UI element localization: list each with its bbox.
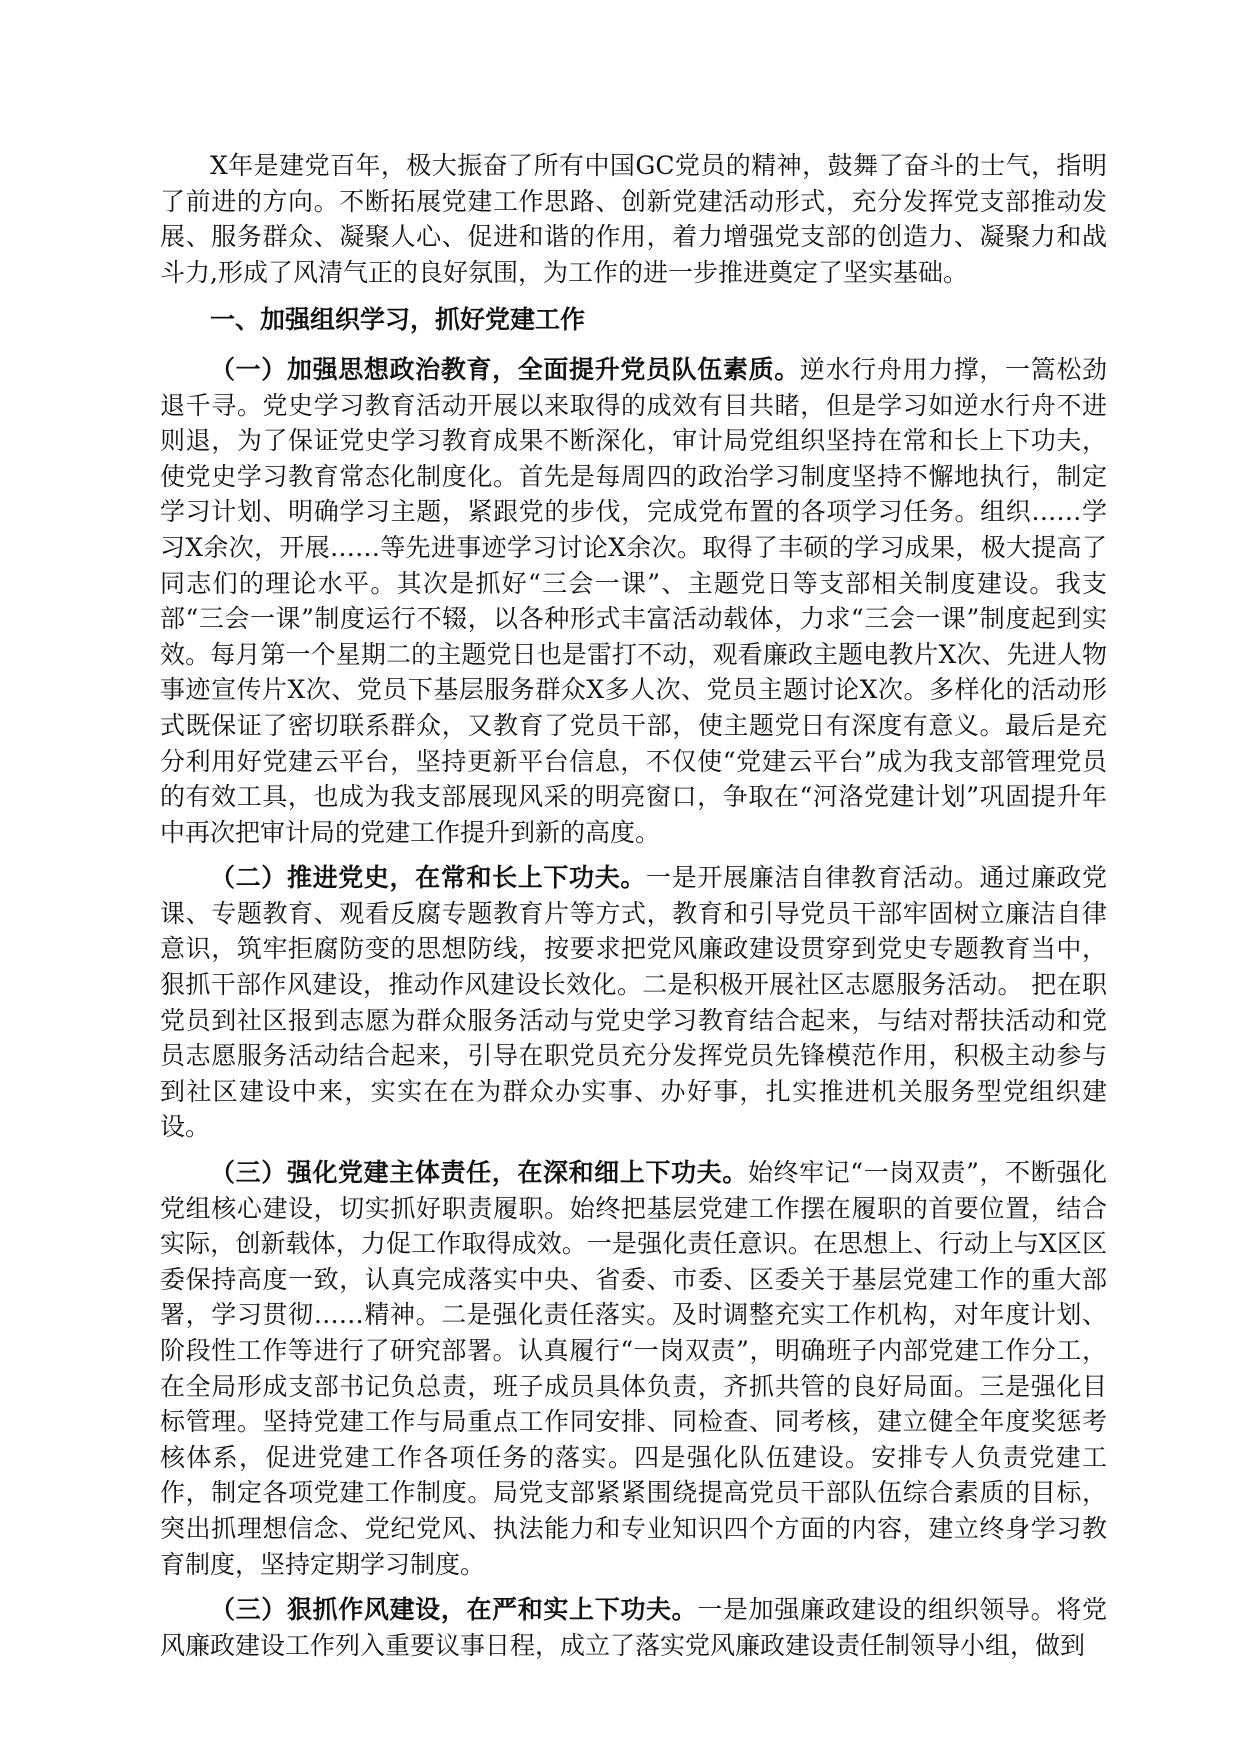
item-lead-3: （三）强化党建主体责任，在深和细上下功夫。 — [210, 1158, 748, 1188]
document-page — [160, 148, 1107, 1673]
item-paragraph-1 — [160, 352, 1107, 850]
item-body-1: 逆水行舟用力撑，一篙松劲退千寻。党史学习教育活动开展以来取得的成效有目共睹，但是学习如逆水行舟不进则退，为了保证党史学习教育成果不断深化，审计局党组织坚持在常和长上下功夫，使党史学习教育常态化制度化。首先是每周四的政治学习制度坚持不懈地执行，制定学习计划、明确学习主题，紧跟党的步伐，完成党布置的各项学习任务。组织……学习X余次，开展……等先进事迹学习讨论X余次。取得了丰硕的学习成果，极大提高了同志们的理论水平。其次是抓好“三会一课”、主题党日等支部相关制度建设。我支部“三会一课”制度运行不辍，以各种形式丰富活动载体，力求“三会一课”制度起到实效。每月第一个星期二的主题党日也是雷打不动，观看廉政主题电教片X次、先进人物事迹宣传片X次、党员下基层服务群众X多人次、党员主题讨论X次。多样化的活动形式既保证了密切联系群众，又教育了党员干部，使主题党日有深度有意义。最后是充分利用好党建云平台，坚持更新平台信息，不仅使“党建云平台”成为我支部管理党员的有效工具，也成为我支部展现风采的明亮窗口，争取在“河洛党建计划”巩固提升年中再次把审计局的党建工作提升到新的高度。 — [160, 354, 1107, 847]
item-lead-4: （三）狠抓作风建设，在严和实上下功夫。 — [210, 1595, 698, 1625]
item-paragraph-4 — [160, 1592, 1107, 1663]
item-body-4: 一是加强廉政建设的组织领导。将党风廉政建设工作列入重要议事日程，成立了落实党风廉政建设责任制领导小组，做到 — [160, 1595, 1107, 1660]
item-lead-2: （二）推进党史，在常和长上下功夫。 — [210, 863, 646, 893]
item-paragraph-3 — [160, 1155, 1107, 1582]
intro-paragraph: X年是建党百年，极大振奋了所有中国GC党员的精神，鼓舞了奋斗的士气，指明了前进的方向。不断拓展党建工作思路、创新党建活动形式，充分发挥党支部推动发展、服务群众、凝聚人心、促进和谐的作用，着力增强党支部的创造力、凝聚力和战斗力,形成了风清气正的良好氛围，为工作的进一步推进奠定了坚实基础。 — [160, 151, 1107, 287]
item-paragraph-2 — [160, 860, 1107, 1145]
section-heading: 一、加强组织学习，抓好党建工作 — [210, 305, 586, 335]
item-body-3: 始终牢记“一岗双责”，不断强化党组核心建设，切实抓好职责履职。始终把基层党建工作摆在履职的首要位置，结合实际，创新载体，力促工作取得成效。一是强化责任意识。在思想上、行动上与X区区委保持高度一致，认真完成落实中央、省委、市委、区委关于基层党建工作的重大部署，学习贯彻……精神。二是强化责任落实。及时调整充实工作机构，对年度计划、阶段性工作等进行了研究部署。认真履行“一岗双责”，明确班子内部党建工作分工，在全局形成支部书记负总责，班子成员具体负责，齐抓共管的良好局面。三是强化目标管理。坚持党建工作与局重点工作同安排、同检查、同考核，建立健全年度奖惩考核体系，促进党建工作各项任务的落实。四是强化队伍建设。安排专人负责党建工作，制定各项党建工作制度。局党支部紧紧围绕提高党员干部队伍综合素质的目标，突出抓理想信念、党纪党风、执法能力和专业知识四个方面的内容，建立终身学习教育制度，坚持定期学习制度。 — [160, 1158, 1107, 1579]
item-lead-1: （一）加强思想政治教育，全面提升党员队伍素质。 — [210, 354, 800, 384]
item-body-2: 一是开展廉洁自律教育活动。通过廉政党课、专题教育、观看反腐专题教育片等方式，教育和引导党员干部牢固树立廉洁自律意识，筑牢拒腐防变的思想防线，按要求把党风廉政建设贯穿到党史专题教育当中，狠抓干部作风建设，推动作风建设长效化。二是积极开展社区志愿服务活动。 把在职党员到社区报到志愿为群众服务活动与党史学习教育结合起来，与结对帮扶活动和党员志愿服务活动结合起来，引导在职党员充分发挥党员先锋模范作用，积极主动参与到社区建设中来，实实在在为群众办实事、办好事，扎实推进机关服务型党组织建设。 — [160, 863, 1107, 1142]
